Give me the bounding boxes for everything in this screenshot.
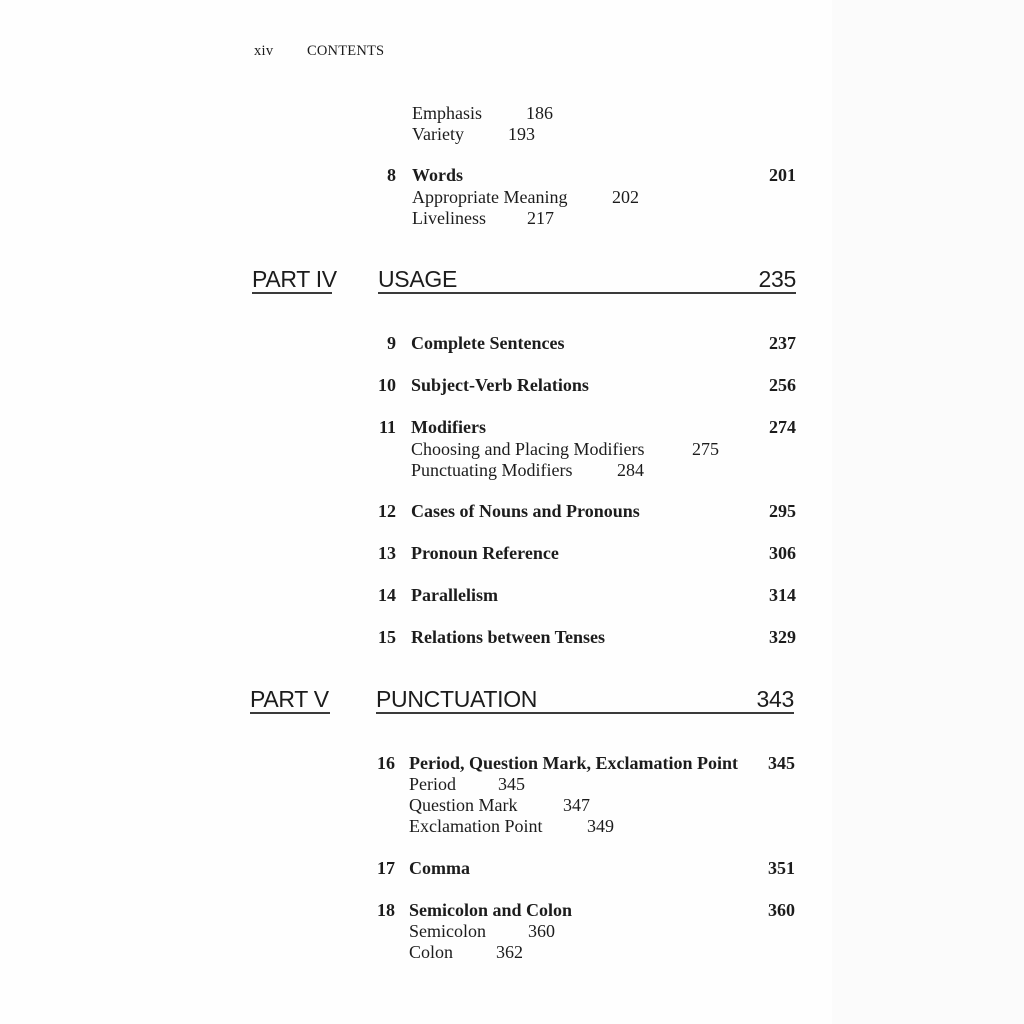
running-head-title: CONTENTS — [307, 43, 385, 59]
subsection-title: Variety — [412, 124, 464, 144]
chapter-title: Comma — [409, 858, 470, 878]
subsection-title: Question Mark — [409, 795, 518, 815]
part-title: USAGE — [378, 266, 458, 292]
subsection-page: 202 — [612, 187, 639, 207]
chapter-number: 9 — [387, 333, 396, 353]
subsection-title: Semicolon — [409, 921, 486, 941]
page-edge-shading — [832, 0, 1024, 1024]
chapter-page: 351 — [768, 858, 795, 878]
chapter-title: Semicolon and Colon — [409, 900, 573, 920]
part-page: 235 — [758, 266, 796, 292]
chapter-number: 13 — [378, 543, 396, 563]
part-label-rule — [250, 712, 330, 714]
subsection-page: 362 — [496, 942, 523, 962]
chapter-number: 12 — [378, 501, 396, 521]
part-title-rule — [378, 292, 796, 294]
chapter-number: 11 — [378, 417, 396, 437]
folio: xiv — [254, 43, 274, 59]
part-page: 343 — [756, 686, 794, 712]
chapter-title: Cases of Nouns and Pronouns — [411, 501, 640, 521]
chapter-page: 345 — [768, 753, 795, 773]
subsection-page: 349 — [587, 816, 614, 836]
part-title: PUNCTUATION — [376, 686, 538, 712]
part-label: PART IV — [252, 266, 337, 292]
chapter-page: 329 — [769, 627, 796, 647]
subsection-page: 193 — [508, 124, 535, 144]
subsection-title: Liveliness — [412, 208, 486, 228]
chapter-title: Pronoun Reference — [411, 543, 559, 563]
chapter-number: 10 — [378, 375, 396, 395]
chapter-page: 256 — [769, 375, 796, 395]
chapter-page: 360 — [768, 900, 795, 920]
chapter-page: 237 — [769, 333, 796, 353]
chapter-number: 8 — [387, 165, 396, 185]
chapter-number: 17 — [377, 858, 395, 878]
chapter-page: 314 — [769, 585, 796, 605]
subsection-page: 345 — [498, 774, 525, 794]
subsection-page: 217 — [527, 208, 554, 228]
chapter-page: 295 — [769, 501, 796, 521]
part-label-rule — [252, 292, 332, 294]
part-label: PART V — [250, 686, 329, 712]
subsection-title: Colon — [409, 942, 454, 962]
chapter-title: Modifiers — [411, 417, 486, 437]
chapter-title: Parallelism — [411, 585, 498, 605]
chapter-number: 16 — [377, 753, 395, 773]
subsection-title: Emphasis — [412, 103, 482, 123]
subsection-page: 360 — [528, 921, 555, 941]
chapter-title: Subject-Verb Relations — [411, 375, 589, 395]
chapter-number: 14 — [378, 585, 396, 605]
chapter-title: Complete Sentences — [411, 333, 565, 353]
subsection-page: 275 — [692, 439, 719, 459]
subsection-title: Choosing and Placing Modifiers — [411, 439, 645, 459]
chapter-page: 306 — [769, 543, 796, 563]
chapter-page: 274 — [769, 417, 796, 437]
subsection-page: 347 — [563, 795, 590, 815]
subsection-title: Punctuating Modifiers — [411, 460, 573, 480]
subsection-title: Period — [409, 774, 456, 794]
part-title-rule — [376, 712, 794, 714]
chapter-title: Words — [412, 165, 464, 185]
chapter-number: 18 — [377, 900, 395, 920]
chapter-title: Period, Question Mark, Exclamation Point — [409, 753, 738, 773]
subsection-page: 284 — [617, 460, 644, 480]
chapter-page: 201 — [769, 165, 796, 185]
subsection-title: Exclamation Point — [409, 816, 543, 836]
subsection-title: Appropriate Meaning — [412, 187, 568, 207]
chapter-number: 15 — [378, 627, 396, 647]
subsection-page: 186 — [526, 103, 553, 123]
chapter-title: Relations between Tenses — [411, 627, 606, 647]
